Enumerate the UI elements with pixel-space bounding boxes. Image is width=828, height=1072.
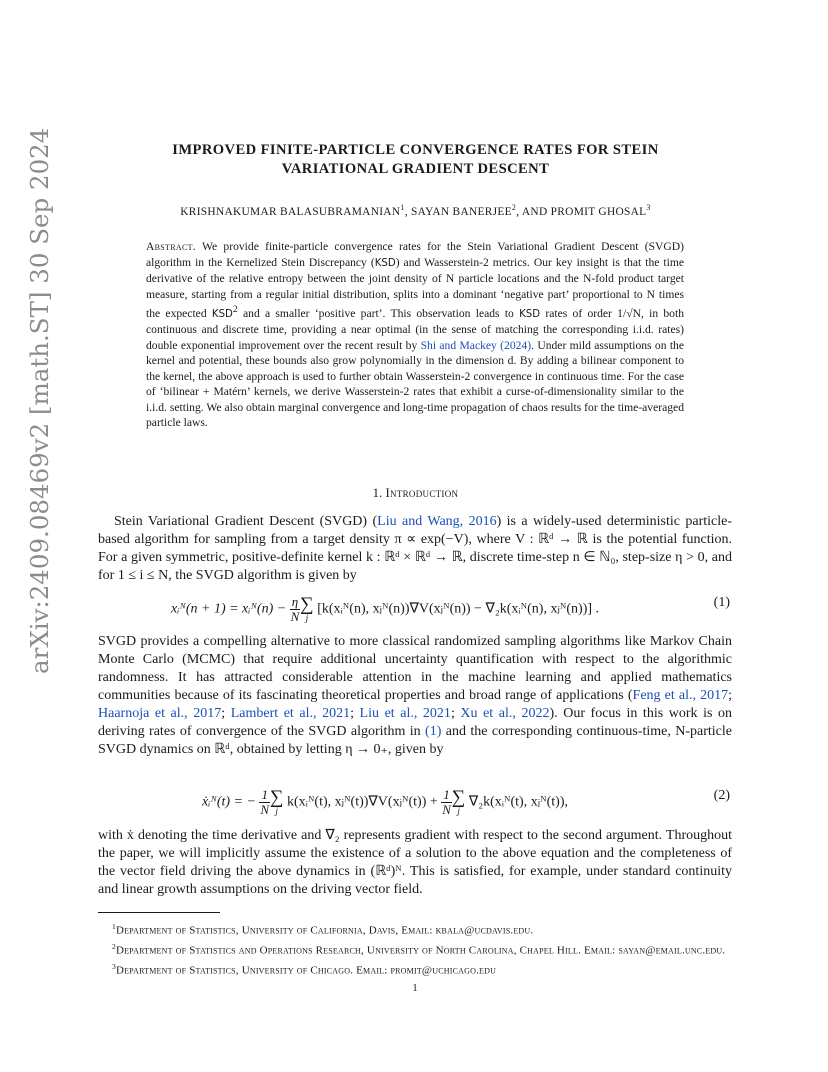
abstract-text-4: rates of order 1/√N, in both continuous and discrete time, providing a near optimal (in the sense of matching the corresponding i.i.d. rates) double exponential improvement over the recent result by [146,306,684,352]
citation-xu-link[interactable]: Xu et al., 2022 [460,706,550,721]
title-line-2: VARIATIONAL GRADIENT DESCENT [281,161,550,177]
footnote-3-mark: 3 [112,962,116,972]
eq2-summation-2: ∑ j [451,787,466,817]
abstract-text-1: We provide finite-particle convergence rates for the Stein Variational Gradient Descent (SVGD) algorithm in the Kernelized Stein Discrepancy ( [146,240,684,269]
eq2-frac2-numerator: 1 [443,787,450,802]
citation-liu-wang-link[interactable]: Liu and Wang, 2016 [377,514,497,529]
footnote-2-mark: 2 [112,942,116,952]
eq2-fraction-1 [259,788,270,817]
para2-text-1: SVGD provides a compelling alternative to more classical randomized sampling algorithms like Markov Chain Monte Carlo (MCMC) that require additional uncertainty quantification with respect to the algorithmic randomness. It has attracted considerable attention in the machine learning and applied mathematics communities because of its fascinating theoretical properties and broad range of applications ( [98,634,732,703]
footnote-2-text: Department of Statistics and Operations Research, University of North Carolina, Chapel Hill. Email: sayan@email.unc.edu. [115,944,726,957]
section-title: Introduction [385,486,459,500]
equation-1-ref-link[interactable]: (1) [425,724,442,739]
arxiv-identifier-stamp[interactable] [20,127,58,674]
citation-haarnoja-link[interactable]: Haarnoja et al., 2017 [98,706,222,721]
footnote-1-text: Department of Statistics, University of California, Davis, Email: kbala@ucdavis.edu. [115,924,534,937]
para1-text-1: Stein Variational Gradient Descent (SVGD) ( [114,514,378,529]
citation-shi-mackey-link[interactable]: Shi and Mackey (2024) [420,338,532,352]
section-number: 1. [372,486,383,500]
eq1-fraction [290,595,300,624]
footnote-3 [98,959,732,979]
abstract-ksd-1: KSD [374,257,396,269]
eq1-rhs: [k(xᵢᴺ(n), xⱼᴺ(n))∇V(xⱼᴺ(n)) − ∇₂k(xᵢᴺ(n), xⱼᴺ(n))] . [317,601,600,617]
footnote-divider [98,912,220,913]
para2-text-2: ). Our focus in this work is on deriving rates of convergence of the SVGD algorithm in [98,706,732,739]
citation-separator: ; [221,706,231,721]
citation-separator: ; [450,706,461,721]
equation-1-number: (1) [713,595,730,610]
author-separator-1: , [404,205,411,218]
intro-paragraph-2 [98,633,732,759]
title-line-1: IMPROVED FINITE-PARTICLE CONVERGENCE RATES FOR STEIN [172,142,659,158]
eq2-sum-index-1: j [275,807,279,817]
footnotes [98,919,732,979]
page-number: 1 [412,982,418,994]
equation-1 [98,589,732,625]
eq1-lhs: xᵢᴺ(n + 1) = xᵢᴺ(n) − [170,601,290,617]
citation-separator: ; [350,706,360,721]
author-list [98,203,733,218]
eq2-summation-1: ∑ j [269,787,284,817]
eq2-lhs: ẋᵢᴺ(t) = − [201,794,260,810]
eq2-middle: k(xᵢᴺ(t), xⱼᴺ(t))∇V(xⱼᴺ(t)) + [287,794,442,810]
eq2-frac1-denominator: N [260,802,270,817]
eq1-frac-numerator: η [291,594,299,609]
section-heading-introduction [98,486,733,501]
equation-1-body [98,595,672,624]
eq1-summation: ∑ j [300,594,314,624]
author-separator-2: , AND [516,205,551,218]
eq1-frac-denominator: N [290,609,300,624]
citation-feng-link[interactable]: Feng et al., 2017 [632,688,729,703]
eq1-sum-index: j [305,614,309,624]
abstract: Abstract. We provide finite-particle convergence rates for the Stein Variational Gradient Descent (SVGD) algorithm in the Kernelized Stein Discrepancy (KSD) and Wasserstein-2 metrics. Our key insight is that the time derivative of the relative entropy between the joint density of N particle locations and the N-fold product target measure, starting from a regular initial distribution, splits into a dominant ‘negative part’ proportional to N times the expected KSD$^2$ and a smaller ‘positive part’. This observation leads to KSD rates of order 1/√N, in both continuous and discrete time, providing a near optimal (in the sense of matching the corresponding i.i.d. rates) double exponential improvement over the recent result by Shi and Mackey (2024). Under mild assumptions on the kernel and potential, these bounds also grow polynomially in the dimension d. By adding a bilinear component to the kernel, the above approach is used to further obtain Wasserstein-2 convergence in continuous time. For the case of ‘bilinear + Matérn’ kernels, we derive Wasserstein-2 rates that exhibit a curse-of-dimensionality similar to the i.i.d. setting. We also obtain marginal convergence and long-time propagation of chaos results for the time-averaged particle laws. [146,240,685,430]
footnote-1 [98,919,732,939]
intro-paragraph-1 [98,513,732,585]
eq2-fraction-2 [441,788,452,817]
citation-lambert-link[interactable]: Lambert et al., 2021 [230,706,351,721]
author-1-mark: 1 [400,203,405,212]
para1-text-2: ) is a widely-used deterministic particle-based algorithm for sampling from a target density π ∝ exp(−V), where V : ℝᵈ → ℝ is the potential function. For a given symmetric, positive-definite kernel k : ℝᵈ × ℝᵈ → ℝ, discrete time-step n ∈ ℕ₀, step-size η > 0, and for 1 ≤ i ≤ N, the SVGD algorithm is given by [98,514,732,583]
para2-text-3: and the corresponding continuous-time, N-particle SVGD dynamics on ℝᵈ, obtained by letting η → 0₊, given by [98,724,732,757]
equation-2-number: (2) [713,788,730,803]
citation-liu-2021-link[interactable]: Liu et al., 2021 [359,706,451,721]
author-3-mark: 3 [646,203,651,212]
author-3-name: PROMIT GHOSAL [550,205,647,218]
eq2-frac2-denominator: N [442,802,451,817]
abstract-ksd-3: KSD [519,308,541,320]
author-2-name: SAYAN BANERJEE [410,205,512,218]
arxiv-stamp-text: arXiv:2409.08469v2 [math.ST] 30 Sep 2024 [25,127,54,674]
eq2-sum-index-2: j [457,807,460,817]
intro-paragraph-3: with ẋ denoting the time derivative and ∇₂ represents gradient with respect to the second argument. Throughout the paper, we will implicitly assume the existence of a solution to the above equation and the completeness of the vector field driving the above dynamics in (ℝᵈ)ᴺ. This is satisfied, for example, under standard continuity and linear growth assumptions on the driving vector field. [98,828,732,897]
abstract-text-5: . Under mild assumptions on the kernel and potential, these bounds also grow polynomially in the dimension d. By adding a bilinear component to the kernel, the above approach is used to further obtain Wasserstein-2 convergence in continuous time. For the case of ‘bilinear + Matérn’ kernels, we derive Wasserstein-2 rates that exhibit a curse-of-dimensionality similar to the i.i.d. setting. We also obtain marginal convergence and long-time propagation of chaos results for the time-averaged particle laws. [146,338,685,430]
abstract-text-3: and a smaller ‘positive part’. This observation leads to [237,306,520,320]
eq2-rhs: ∇₂k(xᵢᴺ(t), xⱼᴺ(t)), [468,794,569,810]
author-2-mark: 2 [511,203,517,212]
equation-2 [98,782,732,822]
footnote-1-mark: 1 [112,922,116,931]
citation-separator: ; [728,688,732,703]
paper-title [98,141,733,179]
footnote-2 [98,939,732,959]
footnote-3-text: Department of Statistics, University of Chicago. Email: promit@uchicago.edu [115,964,497,977]
abstract-text-2: ) and Wasserstein-2 metrics. Our key insight is that the time derivative of the relative entropy between the joint density of N particle locations and the N-fold product target measure, starting from a regular initial distribution, splits into a dominant ‘negative part’ proportional to N times the expected [146,255,684,320]
eq2-frac1-numerator: 1 [261,787,268,802]
abstract-ksd-2: KSD [211,308,233,320]
equation-2-body [98,788,672,817]
abstract-label: Abstract. [146,240,196,253]
author-1-name: KRISHNAKUMAR BALASUBRAMANIAN [180,205,401,218]
